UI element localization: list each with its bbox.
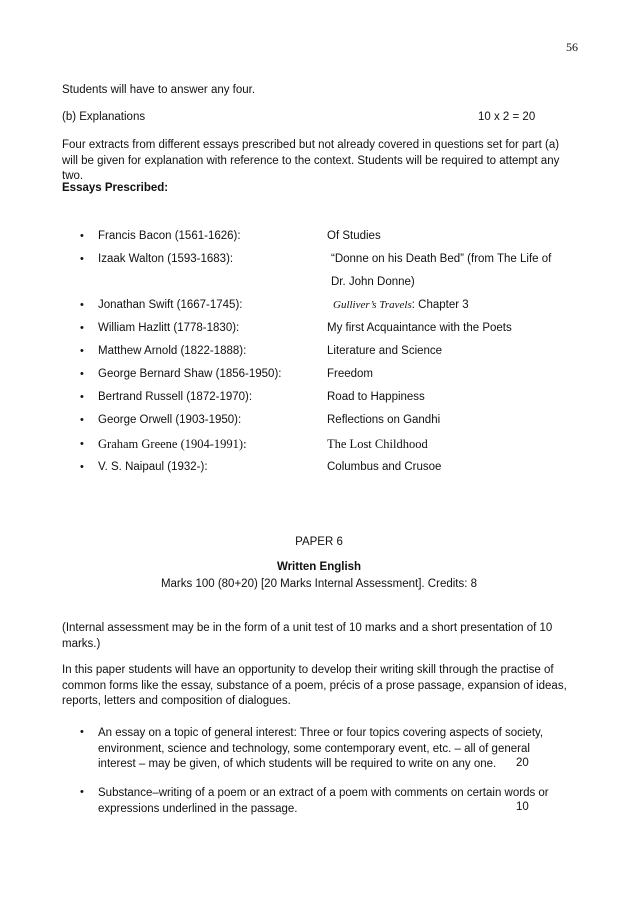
- bullet-icon: •: [80, 786, 84, 798]
- essay-title: The Lost Childhood: [327, 437, 428, 451]
- task-text: Substance–writing of a poem or an extract of a poem with comments on certain words or expressions underlined in the passage.: [98, 787, 549, 815]
- essay-author: William Hazlitt (1778-1830):: [98, 322, 240, 334]
- task-marks: 10: [516, 801, 529, 813]
- bullet-icon: •: [80, 322, 84, 334]
- essay-title-italic: Gulliver’s Travels: [333, 299, 412, 311]
- task-text: An essay on a topic of general interest: Three or four topics covering aspects of society, environment, science and technology, some contemporary event, etc. – all of general interest – may be given, of which students will be required to write on any one.: [98, 727, 544, 770]
- bullet-icon: •: [80, 726, 84, 738]
- bullet-icon: •: [80, 253, 84, 265]
- paper-number: PAPER 6: [295, 536, 343, 548]
- bullet-icon: •: [80, 299, 84, 311]
- explanations-marks: 10 x 2 = 20: [478, 111, 536, 123]
- essay-author: Izaak Walton (1593-1683):: [98, 253, 234, 265]
- paper-title: Written English: [276, 561, 362, 573]
- page-number: 56: [566, 40, 578, 54]
- explanations-label: (b) Explanations: [62, 111, 146, 123]
- essay-title: Of Studies: [327, 230, 381, 242]
- essay-author: George Orwell (1903-1950):: [98, 414, 242, 426]
- bullet-icon: •: [80, 345, 84, 357]
- internal-assessment-note: (Internal assessment may be in the form of a unit test of 10 marks and a short presentation of 10 marks.): [62, 622, 553, 650]
- essays-heading: Essays Prescribed:: [62, 182, 169, 194]
- essay-title: My first Acquaintance with the Poets: [327, 322, 512, 334]
- essay-title: [333, 299, 469, 311]
- essay-title: Freedom: [327, 368, 374, 380]
- essay-author: Matthew Arnold (1822-1888):: [98, 345, 247, 357]
- opportunity-paragraph: In this paper students will have an opportunity to develop their writing skill through the practise of common forms like the essay, substance of a poem, précis of a prose passage, expansion of ideas, reports, letters and composition of dialogues.: [62, 664, 567, 707]
- essay-title-continued: Dr. John Donne): [331, 276, 415, 288]
- bullet-icon: •: [80, 438, 84, 450]
- essay-title: Literature and Science: [327, 345, 443, 357]
- extracts-paragraph: Four extracts from different essays prescribed but not already covered in questions set for part (a) will be given for explanation with reference to the context. Students will be required to attempt any two.: [62, 139, 560, 182]
- essay-author: Francis Bacon (1561-1626):: [98, 230, 241, 242]
- bullet-icon: •: [80, 230, 84, 242]
- task-marks: 20: [516, 757, 529, 769]
- essay-author: Graham Greene (1904-1991):: [98, 437, 247, 451]
- essay-title: “Donne on his Death Bed” (from The Life of: [331, 253, 552, 265]
- essay-author: Bertrand Russell (1872-1970):: [98, 391, 253, 403]
- essay-title: Columbus and Crusoe: [327, 461, 442, 473]
- paper-marks: Marks 100 (80+20) [20 Marks Internal Assessment]. Credits: 8: [160, 578, 478, 590]
- essay-title: Road to Happiness: [327, 391, 425, 403]
- bullet-icon: •: [80, 391, 84, 403]
- bullet-icon: •: [80, 368, 84, 380]
- intro-line: Students will have to answer any four.: [62, 84, 256, 96]
- essay-author: V. S. Naipaul (1932-):: [98, 461, 208, 473]
- bullet-icon: •: [80, 414, 84, 426]
- essay-author: George Bernard Shaw (1856-1950):: [98, 368, 282, 380]
- essay-title-rest: : Chapter 3: [411, 299, 469, 311]
- essay-author: Jonathan Swift (1667-1745):: [98, 299, 243, 311]
- essay-title: Reflections on Gandhi: [327, 414, 441, 426]
- bullet-icon: •: [80, 461, 84, 473]
